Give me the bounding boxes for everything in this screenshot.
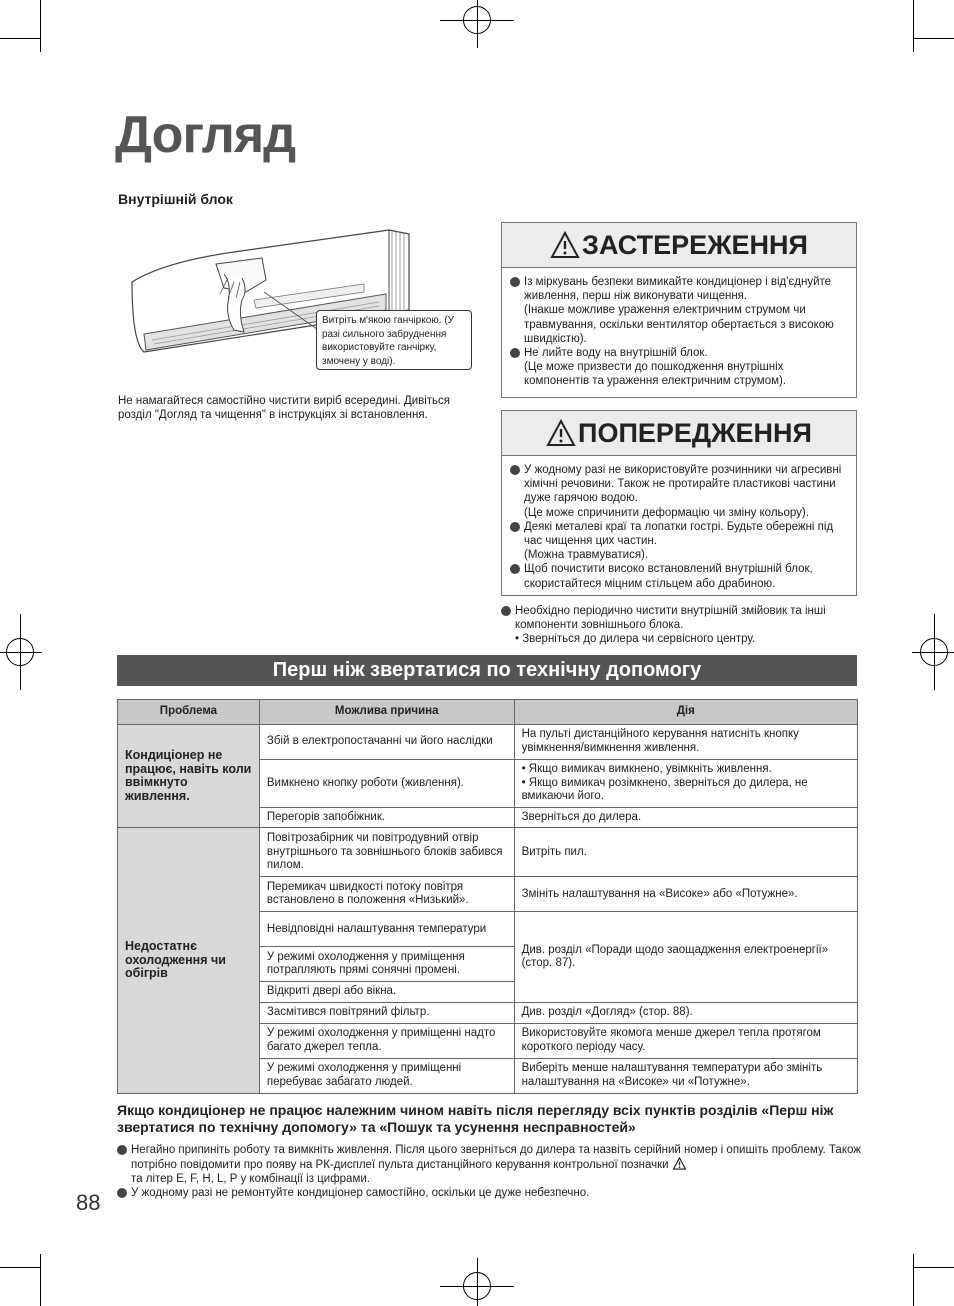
registration-line [912,652,954,653]
action-cell: Змініть налаштування на «Високе» або «Потужне». [514,877,857,912]
registration-line [934,614,935,690]
warning-triangle-icon [672,1157,687,1170]
caution-item-note: (Інакше можливе ураження електричним струмом чи травмування, оскільки вентилятор обертається з високою швидкістю). [524,304,834,345]
warning-item [510,520,848,563]
caution-item-text: Із міркувань безпеки вимикайте кондиціонер і від'єднуйте живлення, перш ніж виконувати чищення. [524,276,832,303]
cause-cell: Вимкнено кнопку роботи (живлення). [259,760,514,808]
warning-item [510,463,848,520]
crop-mark [914,1267,954,1268]
warning-triangle-icon [546,419,576,447]
action-line: • Якщо вимикач розімкнено, зверніться до дилера, не вмикаючи його. [521,776,808,803]
final-item [117,1186,862,1200]
caution-item-note: (Це може призвести до пошкодження внутрішніх компонентів та ураження електричним струмом). [524,361,787,388]
page-title: Догляд [115,106,296,164]
action-cell: На пульті дистанційного керування натисніть кнопку увімкнення/вимкнення живлення. [514,725,857,760]
bullet-icon [510,522,520,532]
warning-header [502,411,856,456]
periodic-sub: • Зверніться до дилера чи сервісного центру. [515,633,756,646]
cause-cell: Повітрозабірник чи повітродувний отвір внутрішнього та зовнішнього блоків забився пилом. [259,828,514,877]
bullet-icon [510,348,520,358]
caution-item [510,275,848,346]
cause-cell: Перемикач швидкості потоку повітря встановлено в положення «Низький». [259,877,514,912]
registration-line [477,0,478,48]
final-item-text: Негайно припиніть роботу та вимкніть живлення. Після цього зверніться до дилера та назвіть серійний номер і опишіть проблему. Також потрібно повідомити про появу на РК-дисплеї пульта дистанційного керування контрольної позначки [131,1144,861,1171]
header-action: Дія [514,700,857,725]
bullet-icon [510,564,520,574]
bullet-icon [501,606,511,616]
section-banner: Перш ніж звертатися по технічну допомогу [117,655,857,686]
action-cell: Див. розділ «Поради щодо заощадження електроенергії» (стор. 87). [514,912,857,1003]
cleaning-callout: Витріть м'якою ганчіркою. (У разі сильного забруднення використовуйте ганчірку, змочену у воді). [316,310,472,370]
cause-cell: Відкриті двері або вікна. [259,982,514,1003]
crop-mark [40,1254,41,1306]
table-row [118,828,858,877]
header-cause: Можлива причина [259,700,514,725]
crop-mark [913,1254,914,1306]
cause-cell: У режимі охолодження у приміщенні надто багато джерел тепла. [259,1023,514,1058]
table-header-row [118,700,858,725]
crop-mark [0,1267,40,1268]
action-cell: Витріть пил. [514,828,857,877]
warning-item-note: (Це може спричинити деформацію чи зміну кольору). [524,506,809,519]
cause-cell: Збій в електропостачанні чи його наслідки [259,725,514,760]
action-line: • Якщо вимикач вимкнено, увімкніть живлення. [521,763,772,775]
warning-item-text: Деякі металеві краї та лопатки гострі. Будьте обережні під час чищення цих частин. [524,520,834,548]
table-row [118,725,858,760]
bullet-icon [510,277,520,287]
final-heading: Якщо кондиціонер не працює належним чином навіть після перегляду всіх пунктів розділів «Перш ніж звертатися по технічну допомогу» та «Пошук та усунення несправностей» [117,1102,834,1135]
cause-cell: Невідповідні налаштування температури [259,912,514,947]
registration-line [477,1258,478,1306]
action-cell: Зверніться до дилера. [514,807,857,828]
indoor-note: Не намагайтеся самостійно чистити виріб всередині. Дивіться розділ "Догляд та чищення" в інструкціях зі встановлення. [118,395,451,421]
final-notes [117,1143,862,1200]
problem-cell: Кондиціонер не працює, навіть коли ввімкнуто живлення. [118,725,260,828]
page-number: 88 [76,1190,101,1215]
action-cell [514,760,857,808]
crop-mark [40,0,41,52]
warning-item-text: Щоб почистити високо встановлений внутрішній блок, скористайтеся міцним стільцем або драбиною. [524,563,813,590]
warning-triangle-icon [550,231,580,259]
bullet-icon [510,465,520,475]
periodic-text: Необхідно періодично чистити внутрішній змійовик та інші компоненти зовнішнього блока. [515,605,826,632]
registration-line [0,652,42,653]
action-cell: Використовуйте якомога менше джерел тепла протягом короткого періоду часу. [514,1023,857,1058]
crop-mark [914,38,954,39]
troubleshoot-table [117,699,858,1094]
cause-cell: У режимі охолодження у приміщення потрапляють прямі сонячні промені. [259,947,514,982]
caution-box [501,222,857,398]
action-cell: Див. розділ «Догляд» (стор. 88). [514,1002,857,1023]
final-item-text: та літер E, F, H, L, P у комбінації із цифрами. [131,1173,370,1185]
caution-item [510,346,848,389]
cause-cell: У режимі охолодження у приміщенні перебуває забагато людей. [259,1058,514,1093]
registration-line [20,614,21,690]
caution-title: ЗАСТЕРЕЖЕННЯ [582,229,808,260]
bullet-icon [117,1188,127,1198]
cause-cell: Засмітився повітряний фільтр. [259,1002,514,1023]
caution-header [502,223,856,268]
indoor-unit-heading: Внутрішній блок [118,191,233,207]
warning-title: ПОПЕРЕДЖЕННЯ [578,417,812,448]
final-item-text: У жодному разі не ремонтуйте кондиціонер самостійно, оскільки це дуже небезпечно. [131,1187,590,1199]
periodic-cleaning-note [501,604,861,647]
warning-item-note: (Можна травмуватися). [524,549,649,562]
cause-cell: Перегорів запобіжник. [259,807,514,828]
caution-item-text: Не лийте воду на внутрішній блок. [524,347,708,360]
warning-item-text: У жодному разі не використовуйте розчинники чи агресивні хімічні речовини. Також не протирайте пластикові частини дуже гарячою водою. [524,464,842,505]
crop-mark [0,38,40,39]
header-problem: Проблема [118,700,260,725]
problem-cell: Недостатнє охолодження чи обігрів [118,828,260,1093]
crop-mark [913,0,914,52]
warning-box [501,410,857,596]
warning-item [510,562,848,590]
bullet-icon [117,1145,127,1155]
final-item [117,1143,862,1186]
action-cell: Виберіть менше налаштування температури або змініть налаштування на «Високе» чи «Потужне». [514,1058,857,1093]
